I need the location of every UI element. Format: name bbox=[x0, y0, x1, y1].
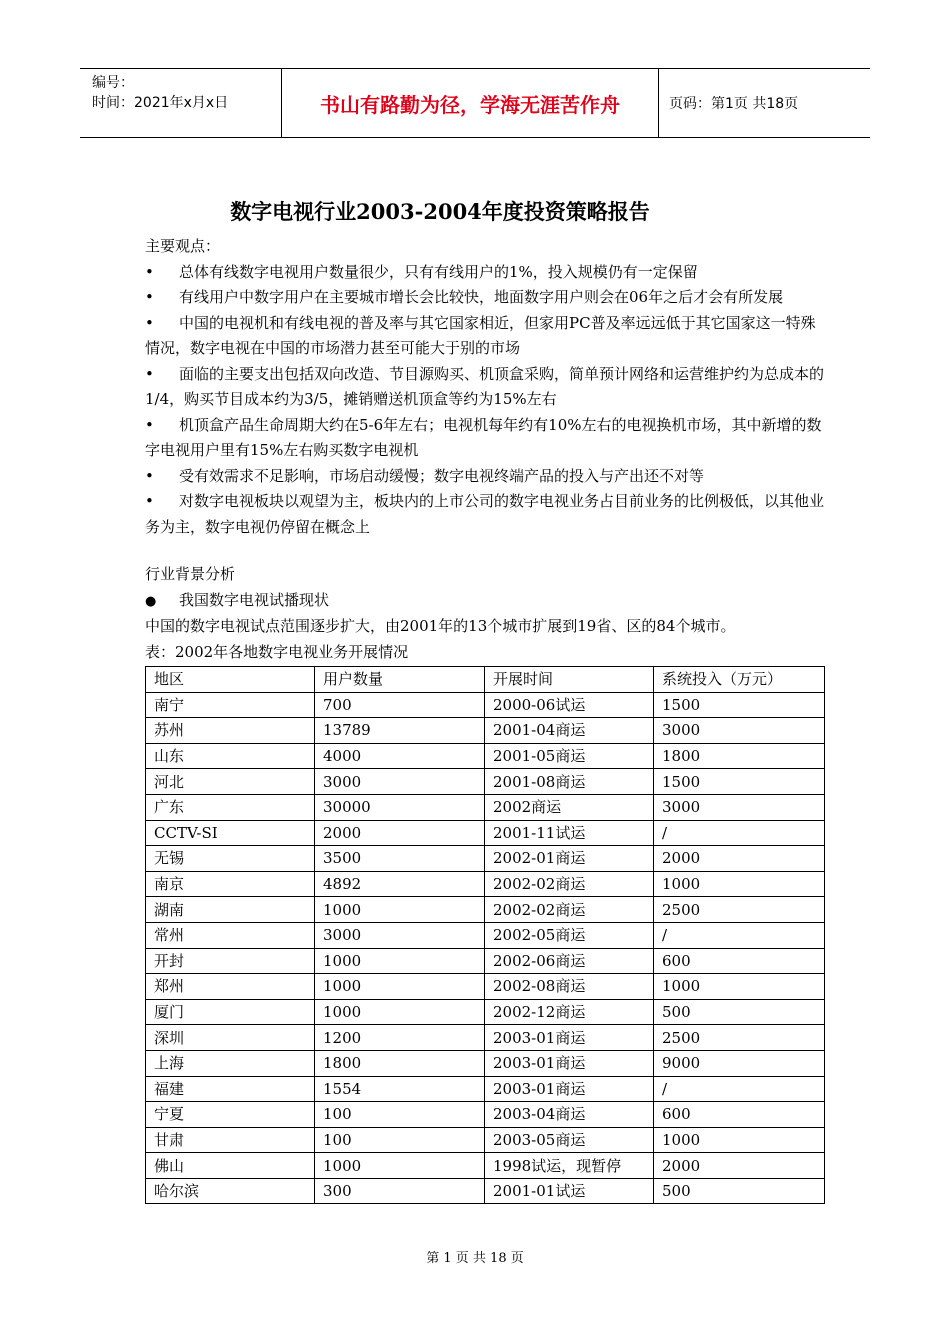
bullet-dot-icon: • bbox=[145, 288, 154, 306]
table-cell: 湖南 bbox=[146, 897, 315, 923]
table-cell: 4892 bbox=[315, 871, 485, 897]
bullet-circle-icon: ● bbox=[145, 593, 157, 609]
table-cell: 2000 bbox=[315, 820, 485, 846]
table-cell: 2002-02商运 bbox=[485, 871, 654, 897]
bullet-dot-icon: • bbox=[145, 415, 154, 434]
bullet-dot-icon: • bbox=[145, 364, 154, 383]
table-row bbox=[146, 1127, 825, 1153]
table-cell: 100 bbox=[315, 1102, 485, 1128]
table-header-row bbox=[146, 667, 825, 693]
table-cell: 1800 bbox=[315, 1050, 485, 1076]
table-cell: 2003-04商运 bbox=[485, 1102, 654, 1128]
document-time: 时间：2021年x月x日 bbox=[92, 95, 229, 111]
table-cell: 2002-08商运 bbox=[485, 974, 654, 1000]
table-cell: 2002-06商运 bbox=[485, 948, 654, 974]
bullet-item bbox=[145, 489, 825, 540]
table-cell: 1998试运，现暂停 bbox=[485, 1153, 654, 1179]
table-header-cell: 地区 bbox=[146, 667, 315, 693]
bullet-text: 机顶盒产品生命周期大约在5-6年左右；电视机每年约有10%左右的电视换机市场，其中新增的数字电视用户里有15%左右购买数字电视机 bbox=[145, 415, 822, 459]
section-heading: 行业背景分析 bbox=[145, 565, 236, 583]
table-row bbox=[146, 1076, 825, 1102]
table-row bbox=[146, 820, 825, 846]
table-row bbox=[146, 846, 825, 872]
bullet-text: 有线用户中数字用户在主要城市增长会比较快，地面数字用户则会在06年之后才会有所发展 bbox=[179, 288, 784, 306]
table-cell: 3000 bbox=[654, 718, 825, 744]
bullet-item bbox=[145, 260, 825, 286]
table-cell: 300 bbox=[315, 1178, 485, 1204]
table-row bbox=[146, 999, 825, 1025]
bullet-item bbox=[145, 464, 825, 490]
table-row bbox=[146, 974, 825, 1000]
table-row bbox=[146, 1153, 825, 1179]
table-cell: 500 bbox=[654, 1178, 825, 1204]
table-cell: 2002-12商运 bbox=[485, 999, 654, 1025]
table-cell: 1000 bbox=[654, 871, 825, 897]
sub-heading bbox=[145, 588, 825, 615]
bullet-dot-icon: • bbox=[145, 492, 154, 510]
bullet-dot-icon: • bbox=[145, 313, 154, 332]
table-cell: 1000 bbox=[654, 1127, 825, 1153]
bullet-dot-icon: • bbox=[145, 466, 154, 485]
table-cell: 1000 bbox=[315, 974, 485, 1000]
header-motto: 书山有路勤为径，学海无涯苦作舟 bbox=[281, 69, 659, 137]
table-cell: 1000 bbox=[315, 948, 485, 974]
document-number: 编号： bbox=[92, 75, 134, 91]
header-page-info: 页码：第1页 共18页 bbox=[669, 96, 799, 112]
table-cell: 上海 bbox=[146, 1050, 315, 1076]
table-cell: 2003-01商运 bbox=[485, 1050, 654, 1076]
table-cell: 1554 bbox=[315, 1076, 485, 1102]
main-points-heading: 主要观点： bbox=[145, 237, 221, 255]
table-cell: 9000 bbox=[654, 1050, 825, 1076]
table-cell: 30000 bbox=[315, 794, 485, 820]
bullet-text: 对数字电视板块以观望为主，板块内的上市公司的数字电视业务占目前业务的比例极低，以其他业务为主，数字电视仍停留在概念上 bbox=[145, 492, 825, 536]
table-cell: 500 bbox=[654, 999, 825, 1025]
table-row bbox=[146, 1050, 825, 1076]
bullet-text: 面临的主要支出包括双向改造、节目源购买、机顶盒采购，简单预计网络和运营维护约为总成本的1/4，购买节目成本约为3/5，摊销赠送机顶盒等约为15%左右 bbox=[145, 364, 825, 408]
table-cell: 1000 bbox=[315, 897, 485, 923]
table-cell: / bbox=[654, 922, 825, 948]
table-row bbox=[146, 922, 825, 948]
table-cell: 无锡 bbox=[146, 846, 315, 872]
table-cell: 13789 bbox=[315, 718, 485, 744]
table-row bbox=[146, 718, 825, 744]
bullet-text: 中国的电视机和有线电视的普及率与其它国家相近，但家用PC普及率远远低于其它国家这一特殊情况，数字电视在中国的市场潜力甚至可能大于别的市场 bbox=[145, 313, 816, 357]
table-cell: CCTV-SI bbox=[146, 820, 315, 846]
table-header-cell: 开展时间 bbox=[485, 667, 654, 693]
table-cell: 1000 bbox=[315, 999, 485, 1025]
sub-heading-text: 我国数字电视试播现状 bbox=[179, 590, 330, 609]
table-cell: 郑州 bbox=[146, 974, 315, 1000]
bullet-text: 受有效需求不足影响，市场启动缓慢；数字电视终端产品的投入与产出还不对等 bbox=[179, 466, 705, 485]
table-row bbox=[146, 743, 825, 769]
table-cell: 2001-05商运 bbox=[485, 743, 654, 769]
table-row bbox=[146, 897, 825, 923]
table-cell: / bbox=[654, 820, 825, 846]
table-cell: 2000-06试运 bbox=[485, 692, 654, 718]
bullet-text: 总体有线数字电视用户数量很少，只有有线用户的1%，投入规模仍有一定保留 bbox=[179, 262, 698, 281]
table-cell: 常州 bbox=[146, 922, 315, 948]
table-cell: 福建 bbox=[146, 1076, 315, 1102]
table-cell: 2003-05商运 bbox=[485, 1127, 654, 1153]
table-cell: 2001-04商运 bbox=[485, 718, 654, 744]
table-cell: 1500 bbox=[654, 769, 825, 795]
bullet-item bbox=[145, 413, 825, 464]
table-cell: 1500 bbox=[654, 692, 825, 718]
table-cell: 3500 bbox=[315, 846, 485, 872]
table-row bbox=[146, 1102, 825, 1128]
table-cell: 南京 bbox=[146, 871, 315, 897]
table-cell: 苏州 bbox=[146, 718, 315, 744]
table-cell: 厦门 bbox=[146, 999, 315, 1025]
table-cell: 2002-01商运 bbox=[485, 846, 654, 872]
table-cell: 2000 bbox=[654, 1153, 825, 1179]
table-cell: 哈尔滨 bbox=[146, 1178, 315, 1204]
document-title: 数字电视行业2003-2004年度投资策略报告 bbox=[230, 199, 650, 224]
bullet-list bbox=[145, 260, 825, 541]
table-cell: 2000 bbox=[654, 846, 825, 872]
table-cell: 100 bbox=[315, 1127, 485, 1153]
table-cell: 宁夏 bbox=[146, 1102, 315, 1128]
intro-text: 中国的数字电视试点范围逐步扩大，由2001年的13个城市扩展到19省、区的84个城市。 bbox=[145, 617, 736, 635]
table-cell: 2001-08商运 bbox=[485, 769, 654, 795]
bullet-item bbox=[145, 285, 825, 311]
table-cell: 3000 bbox=[654, 794, 825, 820]
table-cell: 河北 bbox=[146, 769, 315, 795]
document-body bbox=[145, 234, 825, 1204]
table-cell: 2002-05商运 bbox=[485, 922, 654, 948]
table-row bbox=[146, 1178, 825, 1204]
table-row bbox=[146, 948, 825, 974]
page-header bbox=[80, 68, 870, 138]
table-cell: 1000 bbox=[315, 1153, 485, 1179]
table-cell: 甘肃 bbox=[146, 1127, 315, 1153]
table-row bbox=[146, 794, 825, 820]
table-cell: 2002商运 bbox=[485, 794, 654, 820]
table-cell: 2001-11试运 bbox=[485, 820, 654, 846]
table-cell: 佛山 bbox=[146, 1153, 315, 1179]
table-row bbox=[146, 871, 825, 897]
table-cell: 开封 bbox=[146, 948, 315, 974]
page-footer: 第 1 页 共 18 页 bbox=[426, 1251, 524, 1266]
table-row bbox=[146, 1025, 825, 1051]
table-cell: 2002-02商运 bbox=[485, 897, 654, 923]
header-meta bbox=[80, 69, 281, 137]
table-cell: 1200 bbox=[315, 1025, 485, 1051]
table-cell: 2003-01商运 bbox=[485, 1025, 654, 1051]
table-cell: 广东 bbox=[146, 794, 315, 820]
table-cell: 3000 bbox=[315, 922, 485, 948]
table-cell: 深圳 bbox=[146, 1025, 315, 1051]
bullet-item bbox=[145, 311, 825, 362]
table-row bbox=[146, 769, 825, 795]
table-cell: 3000 bbox=[315, 769, 485, 795]
table-cell: 南宁 bbox=[146, 692, 315, 718]
table-row bbox=[146, 692, 825, 718]
table-header-cell: 用户数量 bbox=[315, 667, 485, 693]
table-cell: 2001-01试运 bbox=[485, 1178, 654, 1204]
table-cell: 700 bbox=[315, 692, 485, 718]
table-cell: 600 bbox=[654, 1102, 825, 1128]
table-cell: 山东 bbox=[146, 743, 315, 769]
bullet-dot-icon: • bbox=[145, 262, 154, 281]
bullet-item bbox=[145, 362, 825, 413]
table-cell: 1000 bbox=[654, 974, 825, 1000]
table-cell: 2500 bbox=[654, 897, 825, 923]
table-cell: 2003-01商运 bbox=[485, 1076, 654, 1102]
deployment-table bbox=[145, 666, 825, 1204]
table-cell: 600 bbox=[654, 948, 825, 974]
table-cell: 1800 bbox=[654, 743, 825, 769]
table-cell: / bbox=[654, 1076, 825, 1102]
table-cell: 2500 bbox=[654, 1025, 825, 1051]
table-cell: 4000 bbox=[315, 743, 485, 769]
table-caption: 表：2002年各地数字电视业务开展情况 bbox=[145, 642, 409, 661]
table-header-cell: 系统投入（万元） bbox=[654, 667, 825, 693]
